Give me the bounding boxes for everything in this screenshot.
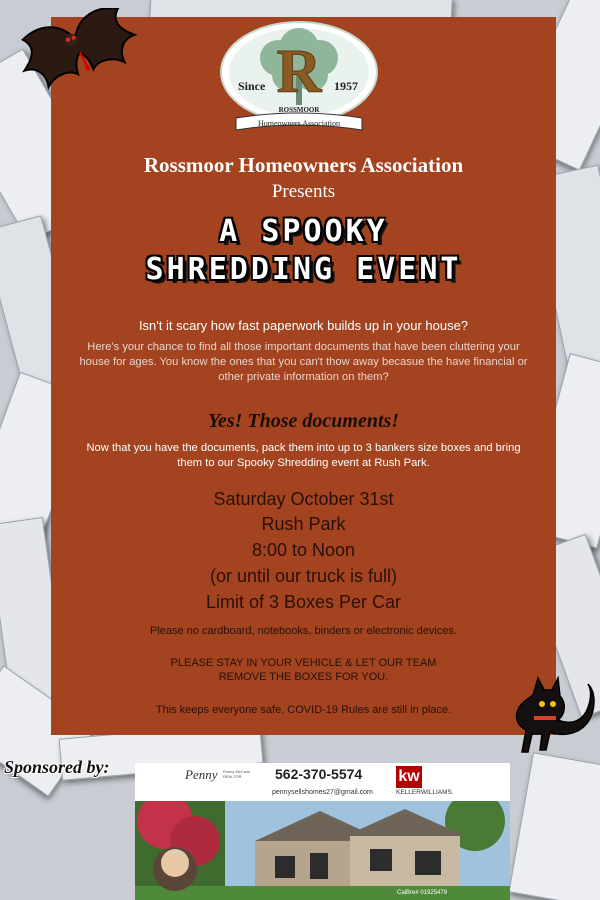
sponsor-phone: 562-370-5574 [275,766,363,782]
sponsor-email: pennysellshomes27@gmail.com [272,789,373,796]
logo-ribbon-bottom: Homeowners Association [258,119,340,128]
no-items-note: Please no cardboard, notebooks, binders or electronic devices. [150,625,457,637]
sponsor-ad-header [135,763,510,801]
rossmoor-logo [218,20,380,138]
event-location: Rush Park [261,514,346,534]
stay-in-vehicle-line2: REMOVE THE BOXES FOR YOU. [218,671,389,683]
stay-in-vehicle-line1: PLEASE STAY IN YOUR VEHICLE & LET OUR TEAM [170,657,437,669]
brokerage-name: KELLERWILLIAMS. [396,789,454,796]
callout-heading: Yes! Those documents! [207,410,400,432]
intro-question: Isn't it scary how fast paperwork builds up in your house? [138,318,469,333]
house-photo [135,801,510,900]
safety-note: This keeps everyone safe. COVID-19 Rules are still in place. [155,704,452,716]
event-title-line2: SHREDDING EVENT [145,252,462,287]
bat-icon [8,8,148,93]
event-date: Saturday October 31st [213,489,394,509]
event-time: 8:00 to Noon [251,540,356,560]
presents-text: Presents [271,181,336,202]
realtor-title: Penny McCann REALTOR [223,769,251,779]
kw-logo: kw [396,766,422,788]
logo-since: Since [238,79,266,93]
intro-paragraph: Here's your chance to find all those important documents that have been cluttering your house for ages. You know the ones that you can't thow away becasue the have financial or other private information on them? [79,341,528,383]
logo-letter: R [276,38,322,106]
sponsored-by-label: Sponsored by: [4,757,110,777]
event-note: (or until our truck is full) [209,566,398,586]
event-limit: Limit of 3 Boxes Per Car [205,592,402,612]
callout-paragraph: Now that you have the documents, pack them into up to 3 bankers size boxes and bring them to our Spooky Shredding event at Rush Park. [86,442,521,469]
org-name: Rossmoor Homeowners Association [143,153,464,177]
logo-year: 1957 [334,79,358,93]
realtor-signature: Penny [185,767,218,782]
logo-ribbon-top: ROSSMOOR [278,106,320,114]
license-number: CalBre# 01925479 [397,890,448,896]
event-title-line1: A SPOOKY [219,214,388,249]
sponsor-ad [135,763,510,900]
